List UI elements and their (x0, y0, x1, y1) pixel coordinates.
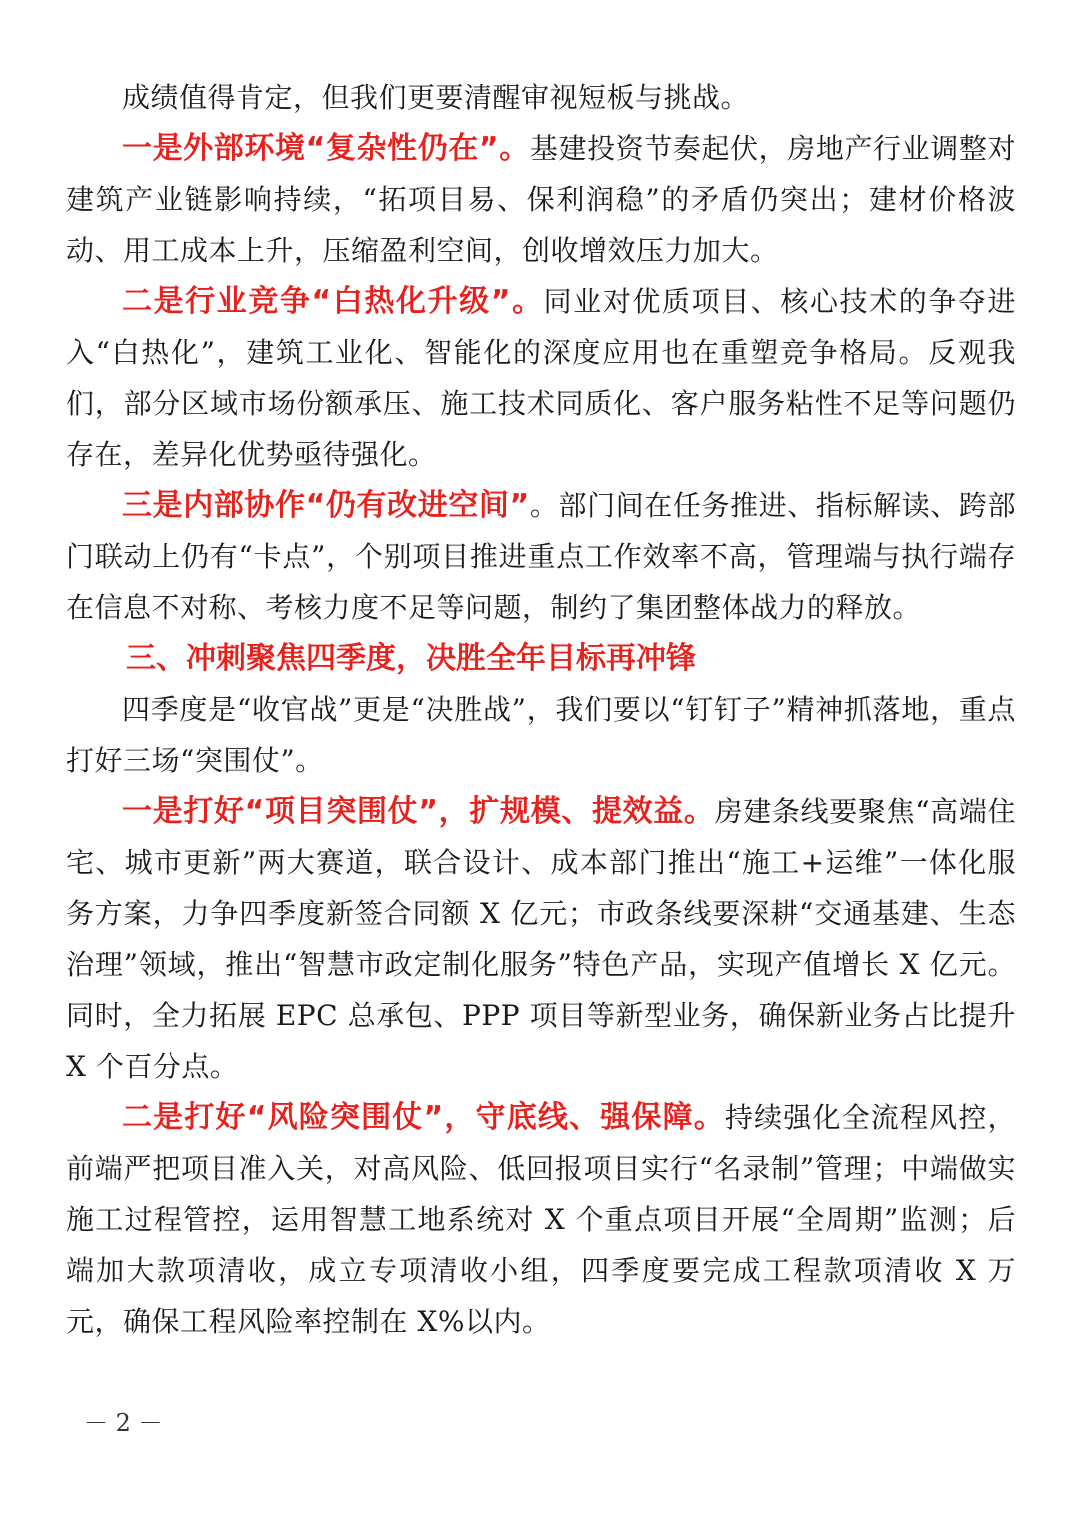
point1-body: 基建投资节奏起伏，房地产行业调整对建筑产业链影响持续，“拓项目易、保利润稳”的矛盾仍突出；建材价格波动、用工成本上升，压缩盈利空间，创收增效压力加大。 (66, 132, 1016, 267)
point1-paragraph (66, 123, 1016, 276)
page-number: － 2 － (84, 1409, 163, 1437)
point2-paragraph (66, 276, 1016, 480)
task1-paragraph (66, 786, 1016, 1092)
intro-paragraph (66, 72, 1016, 123)
section3-heading: 三、冲刺聚焦四季度，决胜全年目标再冲锋 (126, 641, 696, 676)
point2-body: 同业对优质项目、核心技术的争夺进入“白热化”，建筑工业化、智能化的深度应用也在重塑竞争格局。反观我们，部分区域市场份额承压、施工技术同质化、客户服务粘性不足等问题仍存在，差异化优势亟待强化。 (66, 285, 1016, 471)
point3-lead: 三是内部协作“仍有改进空间” (122, 488, 530, 523)
point2-lead: 二是行业竞争“白热化升级”。 (122, 284, 544, 319)
task2-body: 持续强化全流程风控，前端严把项目准入关，对高风险、低回报项目实行“名录制”管理；中端做实施工过程管控，运用智慧工地系统对 X 个重点项目开展“全周期”监测；后端加大款项清收，成立专项清收小组，四季度要完成工程款项清收 X 万元，确保工程风险率控制在 X%以内。 (66, 1101, 1016, 1338)
document-page (66, 72, 1016, 1347)
point3-paragraph (66, 480, 1016, 633)
section3-intro-text: 四季度是“收官战”更是“决胜战”，我们要以“钉钉子”精神抓落地，重点打好三场“突围仗”。 (66, 693, 1016, 777)
intro-text: 成绩值得肯定，但我们更要清醒审视短板与挑战。 (122, 81, 750, 114)
task1-lead: 一是打好“项目突围仗”，扩规模、提效益。 (122, 794, 715, 829)
section3-intro-paragraph (66, 684, 1016, 786)
task1-body: 房建条线要聚焦“高端住宅、城市更新”两大赛道，联合设计、成本部门推出“施工+运维”一体化服务方案，力争四季度新签合同额 X 亿元；市政条线要深耕“交通基建、生态治理”领域，推出“智慧市政定制化服务”特色产品，实现产值增长 X 亿元。同时，全力拓展 EPC 总承包、PPP 项目等新型业务，确保新业务占比提升 X 个百分点。 (66, 795, 1016, 1083)
point1-lead: 一是外部环境“复杂性仍在”。 (122, 131, 530, 166)
task2-paragraph (66, 1092, 1016, 1347)
point3-body: 。部门间在任务推进、指标解读、跨部门联动上仍有“卡点”，个别项目推进重点工作效率不高，管理端与执行端存在信息不对称、考核力度不足等问题，制约了集团整体战力的释放。 (66, 489, 1016, 624)
task2-lead: 二是打好“风险突围仗”，守底线、强保障。 (122, 1100, 725, 1135)
